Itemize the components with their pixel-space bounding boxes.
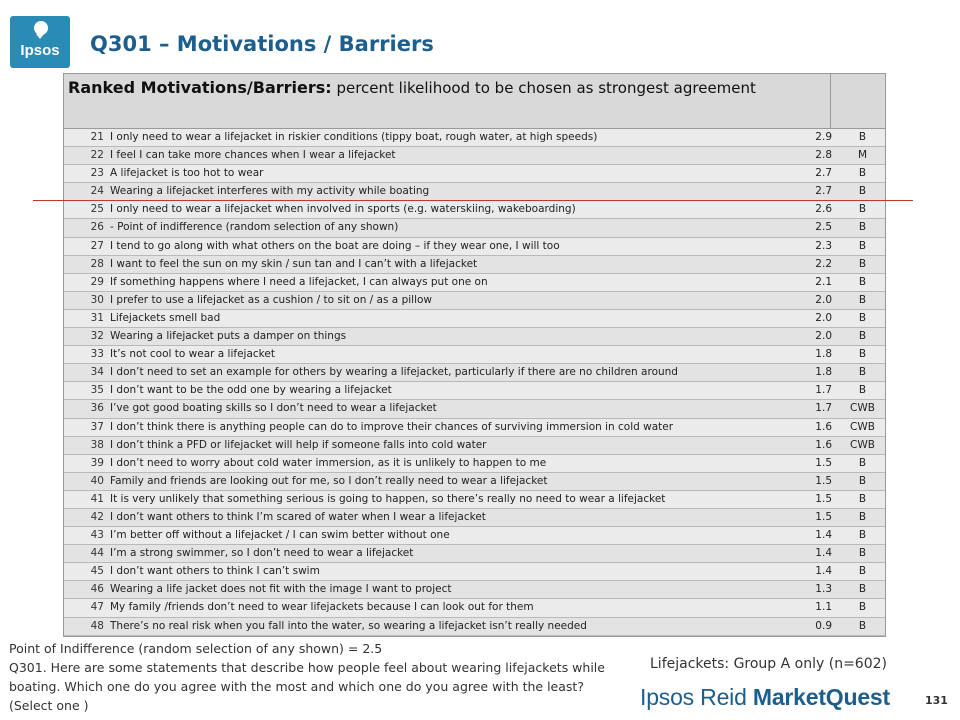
row-statement: - Point of indifference (random selection of any shown) [110, 221, 399, 234]
row-group: B [858, 131, 867, 143]
row-number: 35 [90, 384, 104, 397]
table-row [64, 165, 885, 183]
row-group: B [858, 492, 867, 505]
row-statement: Lifejackets smell bad [110, 311, 221, 324]
brand-logo [640, 684, 890, 711]
table-row [64, 563, 885, 581]
table-row [64, 581, 885, 599]
row-number: 34 [90, 366, 104, 379]
table-header [64, 74, 885, 129]
row-number: 32 [90, 330, 104, 343]
footnote-question: Q301. Here are some statements that describe how people feel about wearing lifejackets while boating. Which one do you agree with the most and which one do you agree with the least? (Select one ) [9, 660, 605, 713]
row-statement: I want to feel the sun on my skin / sun tan and I can’t with a lifejacket [110, 257, 478, 270]
table-row [64, 219, 885, 237]
ipsos-logo [10, 16, 70, 68]
row-number: 31 [90, 311, 104, 324]
row-score: 2.3 [815, 239, 832, 252]
row-number: 22 [90, 149, 104, 162]
page-number: 131 [925, 694, 948, 707]
row-group: B [858, 167, 867, 180]
row-score: 2.1 [815, 275, 832, 288]
row-number: 42 [90, 510, 104, 523]
row-group: B [858, 348, 867, 361]
row-statement: I don’t think there is anything people can do to improve their chances of surviving immersion in cold water [110, 420, 674, 433]
table-row [64, 129, 885, 147]
row-statement: I feel I can take more chances when I wear a lifejacket [110, 149, 396, 162]
table-row [64, 545, 885, 563]
table-row [64, 364, 885, 382]
row-number: 27 [90, 239, 104, 252]
header-rest: percent likelihood to be chosen as strongest agreement [331, 79, 756, 97]
row-number: 45 [90, 565, 104, 578]
row-statement: I don’t think a PFD or lifejacket will help if someone falls into cold water [110, 438, 487, 451]
logo-text: Ipsos [20, 42, 60, 59]
indifference-divider-line [33, 200, 913, 201]
row-statement: I’m better off without a lifejacket / I can swim better without one [110, 529, 450, 542]
row-statement: Family and friends are looking out for me, so I don’t really need to wear a lifejacket [110, 474, 548, 487]
row-score: 1.5 [815, 510, 832, 523]
table-row [64, 292, 885, 310]
row-group: B [858, 257, 867, 270]
row-number: 40 [90, 474, 104, 487]
row-group: B [858, 293, 867, 306]
table-body [64, 129, 885, 636]
table-row [64, 527, 885, 545]
row-score: 0.9 [815, 619, 832, 632]
table-row [64, 183, 885, 201]
row-number: 33 [90, 348, 104, 361]
brand-part2: MarketQuest [752, 684, 890, 710]
row-group: B [858, 619, 867, 632]
table-row [64, 238, 885, 256]
row-score: 2.5 [815, 221, 832, 234]
row-number: 46 [90, 583, 104, 596]
row-number: 21 [90, 131, 104, 143]
row-score: 1.5 [815, 456, 832, 469]
table-row [64, 473, 885, 491]
motivations-table [63, 73, 886, 637]
row-score: 1.4 [815, 547, 832, 560]
row-number: 30 [90, 293, 104, 306]
footnote [9, 639, 629, 715]
row-number: 23 [90, 167, 104, 180]
row-group: B [858, 203, 867, 216]
table-row [64, 491, 885, 509]
row-statement: I don’t need to set an example for others by wearing a lifejacket, particularly if there are no children around [110, 366, 678, 379]
table-row [64, 437, 885, 455]
row-number: 38 [90, 438, 104, 451]
row-group: B [858, 583, 867, 596]
row-number: 25 [90, 203, 104, 216]
row-statement: It’s not cool to wear a lifejacket [110, 348, 275, 361]
table-row [64, 147, 885, 165]
row-score: 2.9 [815, 131, 832, 143]
row-statement: I’m a strong swimmer, so I don’t need to wear a lifejacket [110, 547, 414, 560]
row-statement: Wearing a lifejacket interferes with my activity while boating [110, 185, 430, 198]
row-statement: I don’t need to worry about cold water immersion, as it is unlikely to happen to me [110, 456, 547, 469]
row-statement: There’s no real risk when you fall into the water, so wearing a lifejacket isn’t really needed [110, 619, 587, 632]
table-row [64, 455, 885, 473]
row-score: 2.8 [815, 149, 832, 162]
row-score: 2.0 [815, 311, 832, 324]
table-row [64, 201, 885, 219]
row-group: M [857, 149, 868, 162]
row-score: 1.5 [815, 492, 832, 505]
row-number: 48 [90, 619, 104, 632]
footnote-indifference: Point of Indifference (random selection of any shown) = 2.5 [9, 641, 383, 656]
row-number: 28 [90, 257, 104, 270]
table-header-empty-cell [831, 74, 885, 128]
row-score: 1.8 [815, 366, 832, 379]
row-statement: It is very unlikely that something serious is going to happen, so there’s really no need to wear a lifejacket [110, 492, 666, 505]
row-group: B [858, 239, 867, 252]
row-group: B [858, 456, 867, 469]
row-score: 1.7 [815, 384, 832, 397]
row-score: 2.2 [815, 257, 832, 270]
table-row [64, 400, 885, 418]
row-statement: A lifejacket is too hot to wear [110, 167, 264, 180]
row-score: 1.5 [815, 474, 832, 487]
row-group: B [858, 366, 867, 379]
row-statement: I prefer to use a lifejacket as a cushion / to sit on / as a pillow [110, 293, 432, 306]
row-statement: Wearing a lifejacket puts a damper on things [110, 330, 347, 343]
row-number: 43 [90, 529, 104, 542]
table-row [64, 256, 885, 274]
row-group: B [858, 510, 867, 523]
header-bold: Ranked Motivations/Barriers: [68, 78, 332, 97]
table-row [64, 618, 885, 636]
row-group: B [858, 474, 867, 487]
row-group: B [858, 311, 867, 324]
row-statement: I don’t want to be the odd one by wearing a lifejacket [110, 384, 392, 397]
row-score: 2.6 [815, 203, 832, 216]
row-statement: My family /friends don’t need to wear lifejackets because I can look out for them [110, 601, 534, 614]
row-statement: I don’t want others to think I can’t swim [110, 565, 320, 578]
row-group: CWB [850, 438, 875, 451]
speech-bubble-icon [34, 21, 48, 35]
table-header-title [64, 74, 831, 128]
row-statement: I only need to wear a lifejacket when involved in sports (e.g. waterskiing, wakeboarding) [110, 203, 576, 216]
row-score: 2.0 [815, 330, 832, 343]
row-group: CWB [850, 420, 875, 433]
row-number: 29 [90, 275, 104, 288]
row-group: B [858, 547, 867, 560]
row-score: 1.3 [815, 583, 832, 596]
row-score: 1.7 [815, 402, 832, 415]
row-group: B [858, 330, 867, 343]
row-score: 1.1 [815, 601, 832, 614]
row-number: 44 [90, 547, 104, 560]
row-statement: Wearing a life jacket does not fit with the image I want to project [110, 583, 452, 596]
row-number: 37 [90, 420, 104, 433]
table-row [64, 382, 885, 400]
brand-part1: Ipsos Reid [640, 684, 753, 710]
row-group: B [858, 565, 867, 578]
sample-note: Lifejackets: Group A only (n=602) [650, 656, 887, 672]
row-number: 41 [90, 492, 104, 505]
row-score: 1.4 [815, 529, 832, 542]
row-number: 47 [90, 601, 104, 614]
row-group: B [858, 529, 867, 542]
row-group: B [858, 275, 867, 288]
table-row [64, 599, 885, 617]
row-score: 1.4 [815, 565, 832, 578]
row-score: 1.6 [815, 438, 832, 451]
row-score: 2.7 [815, 167, 832, 180]
row-group: CWB [850, 402, 875, 415]
row-number: 36 [90, 402, 104, 415]
table-row [64, 346, 885, 364]
row-statement: I tend to go along with what others on the boat are doing – if they wear one, I will too [110, 239, 560, 252]
row-statement: If something happens where I need a lifejacket, I can always put one on [110, 275, 488, 288]
table-row [64, 310, 885, 328]
row-statement: I only need to wear a lifejacket in riskier conditions (tippy boat, rough water, at high speeds) [110, 131, 598, 143]
row-group: B [858, 185, 867, 198]
row-score: 1.8 [815, 348, 832, 361]
row-score: 2.7 [815, 185, 832, 198]
row-group: B [858, 384, 867, 397]
table-row [64, 509, 885, 527]
row-number: 24 [90, 185, 104, 198]
row-score: 1.6 [815, 420, 832, 433]
row-group: B [858, 601, 867, 614]
table-row [64, 419, 885, 437]
table-row [64, 328, 885, 346]
row-score: 2.0 [815, 293, 832, 306]
row-statement: I don’t want others to think I’m scared of water when I wear a lifejacket [110, 510, 486, 523]
row-number: 26 [90, 221, 104, 234]
row-number: 39 [90, 456, 104, 469]
page-title: Q301 – Motivations / Barriers [90, 32, 434, 56]
table-row [64, 274, 885, 292]
row-group: B [858, 221, 867, 234]
row-statement: I’ve got good boating skills so I don’t need to wear a lifejacket [110, 402, 437, 415]
